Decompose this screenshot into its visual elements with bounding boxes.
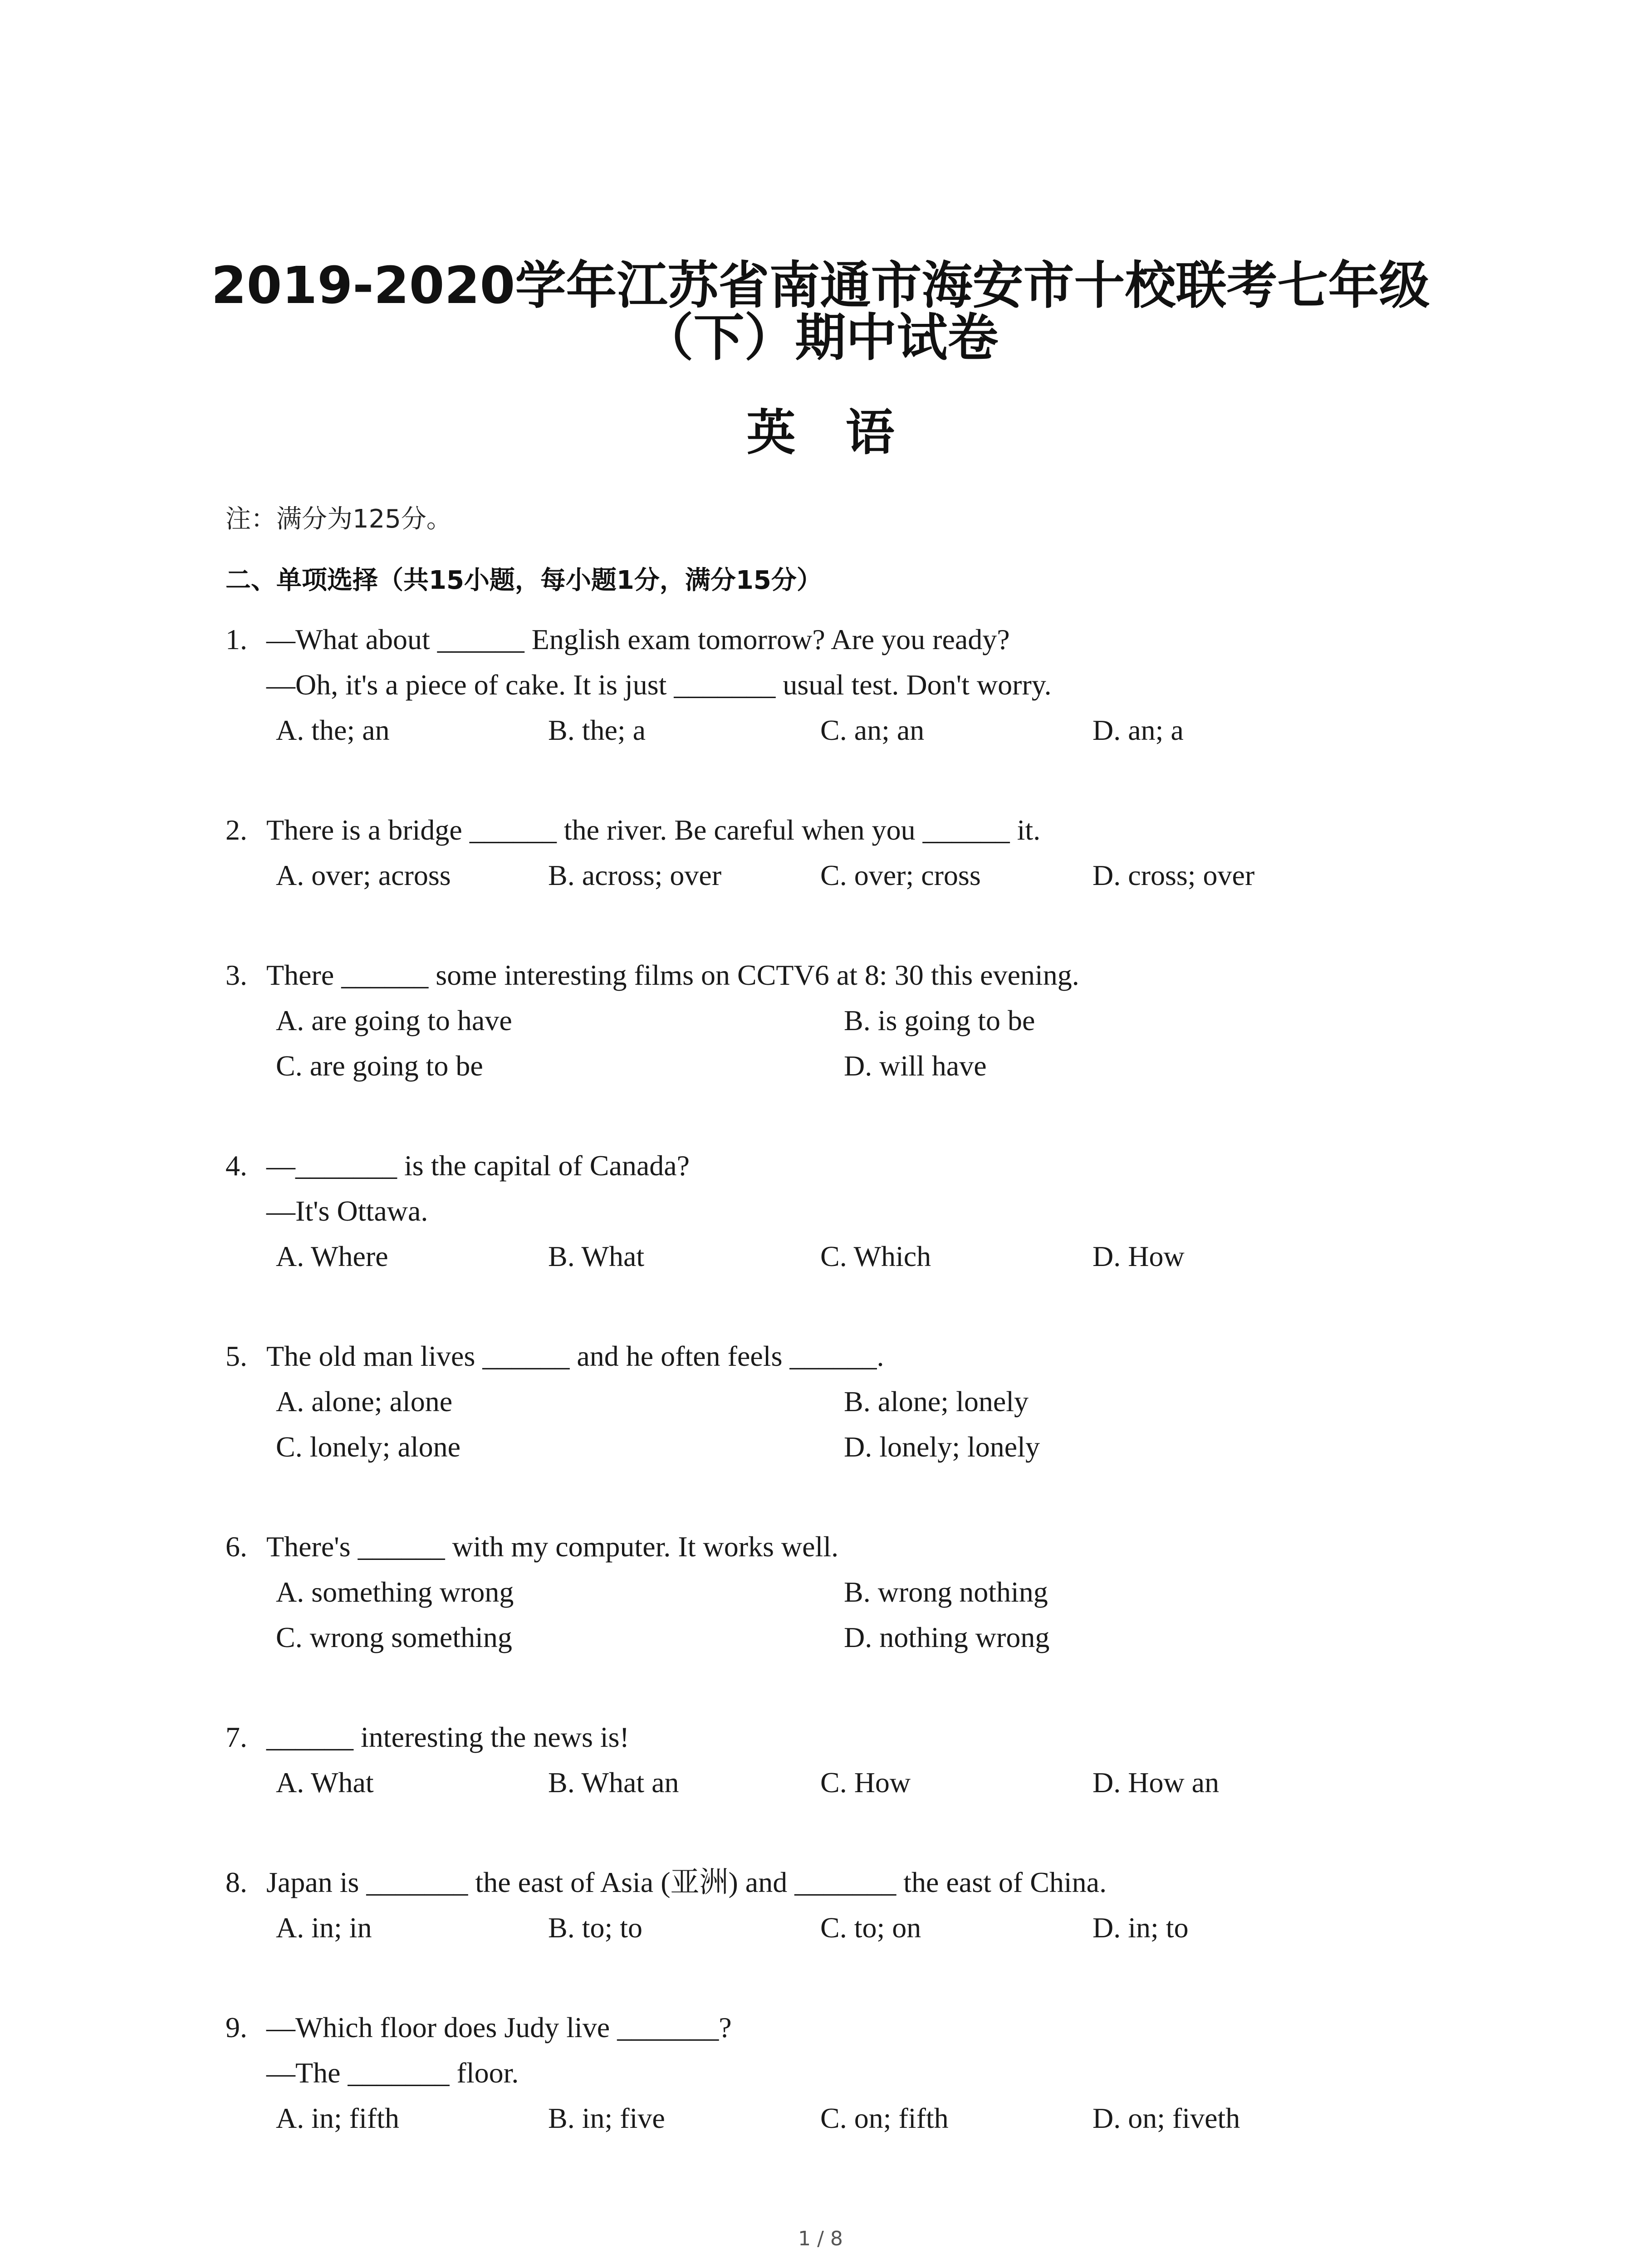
question-number: 9. (225, 2011, 247, 2043)
question-stem: There's ______ with my computer. It works well. (266, 1530, 839, 1563)
question-stem: —What about ______ English exam tomorrow? Are you ready? (266, 623, 1010, 655)
option-b: B. the; a (548, 714, 646, 746)
question-stem: —It's Ottawa. (266, 1195, 428, 1227)
question-stem: ______ interesting the news is! (266, 1721, 629, 1753)
option-c: C. on; fifth (820, 2102, 949, 2134)
question-number: 1. (225, 623, 247, 655)
question-stem: —Which floor does Judy live _______? (266, 2011, 732, 2043)
option-a: A. the; an (276, 714, 390, 746)
question-stem: The old man lives ______ and he often feels ______. (266, 1340, 884, 1372)
question-number: 2. (225, 814, 247, 846)
option-d: D. How (1092, 1240, 1185, 1272)
option-a: A. something wrong (276, 1576, 514, 1608)
option-d: D. lonely; lonely (844, 1431, 1040, 1463)
option-b: B. in; five (548, 2102, 665, 2134)
option-d: D. an; a (1092, 714, 1184, 746)
option-c: C. Which (820, 1240, 931, 1272)
page-number: 1 / 8 (798, 2227, 843, 2250)
option-d: D. on; fiveth (1092, 2102, 1240, 2134)
question-number: 6. (225, 1530, 247, 1563)
option-c: C. are going to be (276, 1050, 483, 1082)
option-c: C. an; an (820, 714, 925, 746)
question-number: 4. (225, 1149, 247, 1182)
option-d: D. nothing wrong (844, 1621, 1050, 1653)
option-a: A. in; fifth (276, 2102, 399, 2134)
option-b: B. What (548, 1240, 645, 1272)
question-stem: —Oh, it's a piece of cake. It is just _______ usual test. Don't worry. (266, 669, 1052, 701)
question-number: 5. (225, 1340, 247, 1372)
page-title-line-1: 2019-2020学年江苏省南通市海安市十校联考七年级 (211, 256, 1430, 315)
option-c: C. wrong something (276, 1621, 512, 1653)
question-stem: There is a bridge ______ the river. Be careful when you ______ it. (266, 814, 1041, 846)
option-b: B. to; to (548, 1911, 643, 1944)
question-stem: —The _______ floor. (266, 2057, 519, 2089)
option-a: A. What (276, 1766, 374, 1799)
question-stem: There ______ some interesting films on CCTV6 at 8: 30 this evening. (266, 959, 1079, 991)
section-title: 二、单项选择（共15小题，每小题1分，满分15分） (225, 566, 822, 595)
option-a: A. over; across (276, 859, 451, 891)
option-b: B. is going to be (844, 1004, 1035, 1036)
option-a: A. are going to have (276, 1004, 512, 1036)
option-c: C. lonely; alone (276, 1431, 461, 1463)
option-a: A. in; in (276, 1911, 372, 1944)
option-b: B. alone; lonely (844, 1385, 1029, 1418)
option-a: A. alone; alone (276, 1385, 453, 1418)
option-d: D. in; to (1092, 1911, 1189, 1944)
option-d: D. cross; over (1092, 859, 1255, 891)
question-number: 8. (225, 1866, 247, 1898)
score-note: 注：满分为125分。 (225, 504, 452, 534)
option-b: B. wrong nothing (844, 1576, 1048, 1608)
question-number: 3. (225, 959, 247, 991)
option-c: C. over; cross (820, 859, 981, 891)
option-d: D. will have (844, 1050, 987, 1082)
question-number: 7. (225, 1721, 247, 1753)
option-b: B. across; over (548, 859, 722, 891)
question-stem: Japan is _______ the east of Asia (亚洲) and _______ the east of China. (266, 1866, 1107, 1898)
option-c: C. to; on (820, 1911, 921, 1944)
option-a: A. Where (276, 1240, 388, 1272)
question-stem: —_______ is the capital of Canada? (266, 1149, 690, 1182)
subject-heading: 英语 (746, 405, 945, 461)
option-b: B. What an (548, 1766, 679, 1799)
option-c: C. How (820, 1766, 911, 1799)
page-title-line-2: （下）期中试卷 (642, 308, 999, 367)
option-d: D. How an (1092, 1766, 1220, 1799)
